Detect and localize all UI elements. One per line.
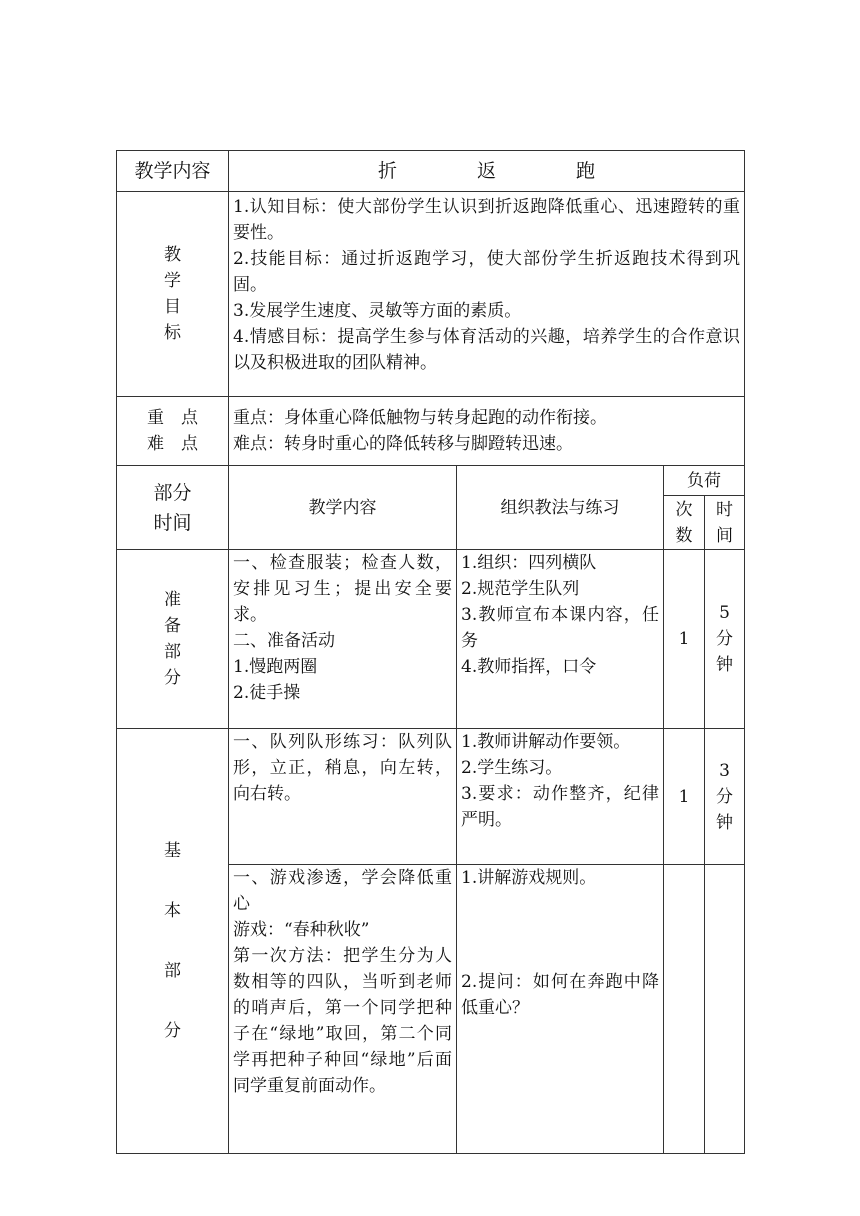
objectives-label-char: 标 [164,323,181,343]
basic-row2-method-line: 2.提问：如何在奔跑中降低重心？ [461,972,659,1018]
part-header: 部分 [153,481,192,504]
basic-row1-content-line: 一、队列队形练习：队列队形，立正，稍息，向左转，向右转。 [233,732,452,804]
basic-row1-method-line: 3.要求：动作整齐，纪律严明。 [461,784,659,830]
key-points-label [117,397,229,466]
basic-row1-content [229,729,457,865]
difficult-label: 难 点 [147,434,198,454]
prep-method-line: 1.组织：四列横队 [461,553,597,573]
prep-content-line: 1.慢跑两圈 [233,657,318,677]
times-header-char: 次 [675,499,693,520]
title-char: 跑 [576,159,596,182]
objective-item: 1.认知目标：使大部份学生认识到折返跑降低重心、迅速蹬转的重要性。 [233,197,741,243]
basic-row1-duration [705,729,745,865]
prep-duration-char: 5 [719,603,730,623]
prep-label-char: 备 [164,616,181,636]
basic-row1-method-line: 2.学生练习。 [461,758,563,778]
prep-duration [705,550,745,729]
times-header [664,496,705,550]
basic-label-char: 基 [164,841,181,861]
prep-content-line: 一、检查服装；检查人数，安排见习生；提出安全要求。 [233,553,452,625]
content-header: 教学内容 [229,466,457,550]
basic-row1-times: 1 [664,729,705,865]
time-header: 时间 [153,511,192,534]
prep-method [457,550,664,729]
load-header: 负荷 [664,466,745,496]
basic-row2-content-line: 游戏：“春种秋收” [233,920,370,940]
prep-times: 1 [664,550,705,729]
prep-label [117,550,229,729]
objective-item: 2.技能目标：通过折返跑学习，使大部份学生折返跑技术得到巩固。 [233,249,741,295]
basic-row2-duration [705,865,745,1154]
basic-row1-duration-char: 钟 [716,812,734,833]
objectives-label-char: 学 [164,271,181,291]
key-points-content [229,397,745,466]
objectives-content [229,192,745,397]
times-header-char: 数 [675,525,693,546]
prep-method-line: 2.规范学生队列 [461,579,580,599]
basic-label-char: 部 [164,961,181,981]
prep-label-char: 部 [164,642,181,662]
duration-header-char: 时 [716,499,734,520]
basic-row2-content-line: 一、游戏渗透，学会降低重心 [233,868,452,914]
prep-duration-char: 分 [716,629,734,649]
prep-content-line: 二、准备活动 [233,631,335,651]
prep-method-line: 3.教师宣布本课内容，任务 [461,605,659,651]
title-char: 折 [378,159,398,182]
key-label: 重 点 [147,408,198,428]
objectives-label-char: 目 [164,297,181,317]
prep-content-line: 2.徒手操 [233,683,301,703]
basic-row2-content-line: 第一次方法：把学生分为人数相等的四队，当听到老师的哨声后，第一个同学把种子在“绿地”取回，第二个同学再把种子种回“绿地”后面同学重复前面动作。 [233,946,452,1096]
prep-label-char: 准 [164,590,181,610]
prep-method-line: 4.教师指挥，口令 [461,657,597,677]
basic-row1-method-line: 1.教师讲解动作要领。 [461,732,631,752]
objective-item: 4.情感目标：提高学生参与体育活动的兴趣，培养学生的合作意识以及积极进取的团队精神。 [233,327,741,373]
objectives-label [117,192,229,397]
basic-label-char: 本 [164,901,181,921]
basic-row2-method-line: 1.讲解游戏规则。 [461,868,597,888]
content-label-cell [117,151,229,192]
key-point: 重点：身体重心降低触物与转身起跑的动作衔接。 [233,408,607,428]
duration-header-char: 间 [716,525,734,546]
method-header: 组织教法与练习 [457,466,664,550]
basic-row1-duration-char: 分 [716,786,734,807]
basic-label-char: 分 [164,1021,181,1041]
lesson-plan-table [116,150,745,1154]
difficult-point: 难点：转身时重心的降低转移与脚蹬转迅速。 [233,434,573,454]
basic-row1-duration-char: 3 [719,760,730,781]
prep-duration-char: 钟 [716,655,734,675]
objective-item: 3.发展学生速度、灵敏等方面的素质。 [233,301,522,321]
title-char: 返 [477,159,497,182]
prep-label-char: 分 [164,668,181,688]
basic-row1-method [457,729,664,865]
basic-row2-times [664,865,705,1154]
basic-row2-method [457,865,664,1154]
basic-row2-content [229,865,457,1154]
part-time-header [117,466,229,550]
basic-label [117,729,229,1154]
prep-content [229,550,457,729]
duration-header [705,496,745,550]
lesson-title [229,151,745,192]
content-label: 教学内容 [134,159,211,182]
objectives-label-char: 教 [164,245,181,265]
